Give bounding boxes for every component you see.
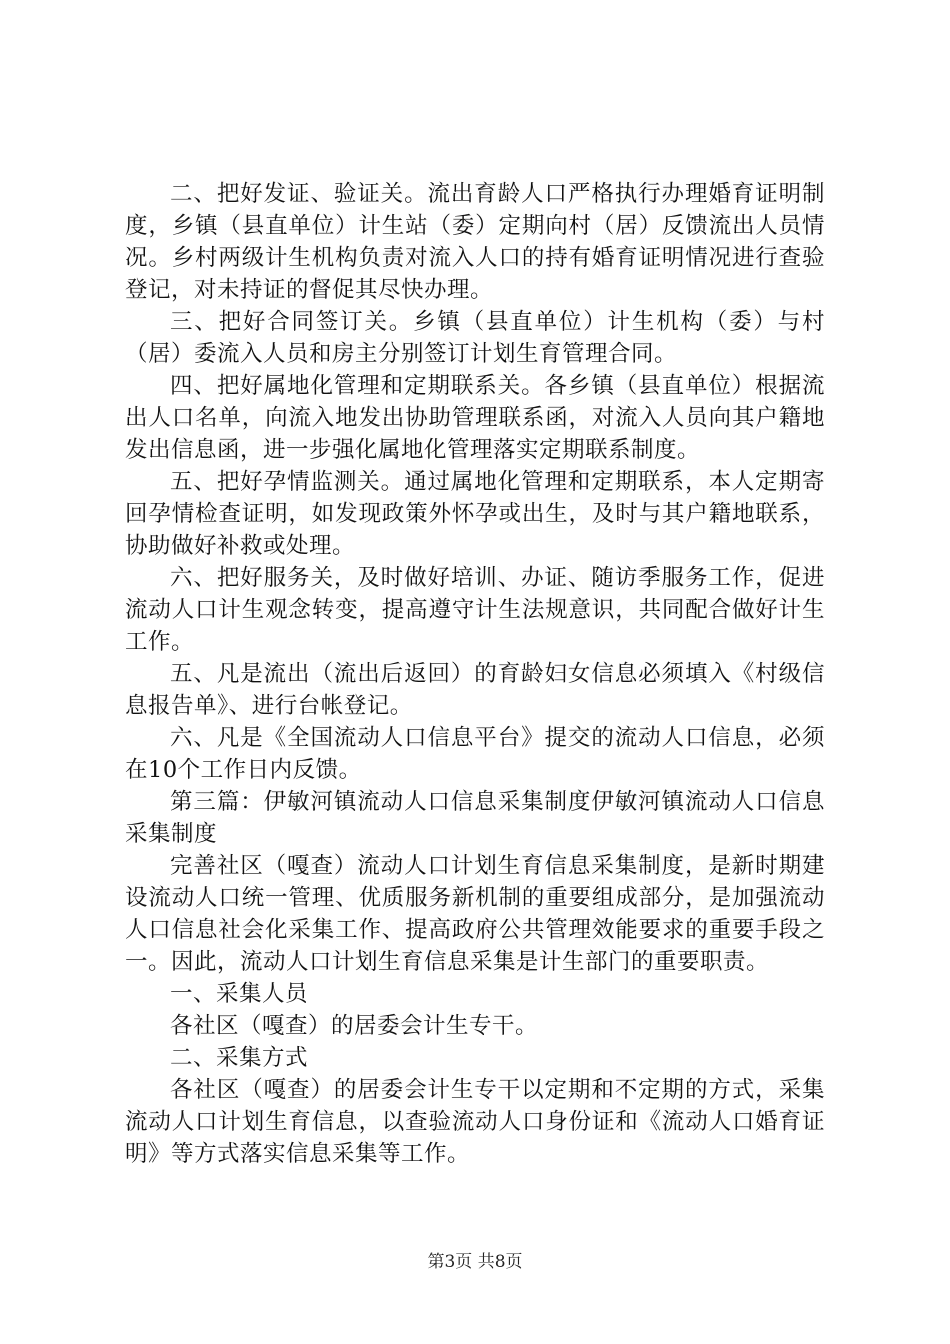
page-footer: 第3页 共8页 <box>427 1252 523 1272</box>
paragraph-5: 六、把好服务关，及时做好培训、办证、随访季服务工作，促进流动人口计生观念转变，提高遵守计生法规意识，共同配合做好计生工作。 <box>125 565 825 655</box>
paragraph-7: 六、凡是《全国流动人口信息平台》提交的流动人口信息，必须在10个工作日内反馈。 <box>125 725 825 783</box>
paragraph-2: 三、把好合同签订关。乡镇（县直单位）计生机构（委）与村（居）委流入人员和房主分别签订计划生育管理合同。 <box>125 309 825 367</box>
paragraph-4: 五、把好孕情监测关。通过属地化管理和定期联系，本人定期寄回孕情检查证明，如发现政策外怀孕或出生，及时与其户籍地联系，协助做好补救或处理。 <box>125 469 825 559</box>
body-text <box>125 178 825 1170</box>
section-heading: 第三篇：伊敏河镇流动人口信息采集制度伊敏河镇流动人口信息采集制度 <box>125 789 825 847</box>
paragraph-1: 二、把好发证、验证关。流出育龄人口严格执行办理婚育证明制度，乡镇（县直单位）计生站（委）定期向村（居）反馈流出人员情况。乡村两级计生机构负责对流入人口的持有婚育证明情况进行查验登记，对未持证的督促其尽快办理。 <box>125 181 825 303</box>
paragraph-6: 五、凡是流出（流出后返回）的育龄妇女信息必须填入《村级信息报告单》、进行台帐登记。 <box>125 661 825 719</box>
paragraph-9: 完善社区（嘎查）流动人口计划生育信息采集制度，是新时期建设流动人口统一管理、优质服务新机制的重要组成部分，是加强流动人口信息社会化采集工作、提高政府公共管理效能要求的重要手段之一。因此，流动人口计划生育信息采集是计生部门的重要职责。 <box>125 853 825 975</box>
subheading-method: 二、采集方式 <box>170 1045 309 1071</box>
subheading-collectors: 一、采集人员 <box>170 981 309 1007</box>
paragraph-13: 各社区（嘎查）的居委会计生专干以定期和不定期的方式，采集流动人口计划生育信息，以查验流动人口身份证和《流动人口婚育证明》等方式落实信息采集等工作。 <box>125 1077 825 1167</box>
paragraph-11: 各社区（嘎查）的居委会计生专干。 <box>170 1013 539 1039</box>
paragraph-3: 四、把好属地化管理和定期联系关。各乡镇（县直单位）根据流出人口名单，向流入地发出协助管理联系函，对流入人员向其户籍地发出信息函，进一步强化属地化管理落实定期联系制度。 <box>125 373 825 463</box>
